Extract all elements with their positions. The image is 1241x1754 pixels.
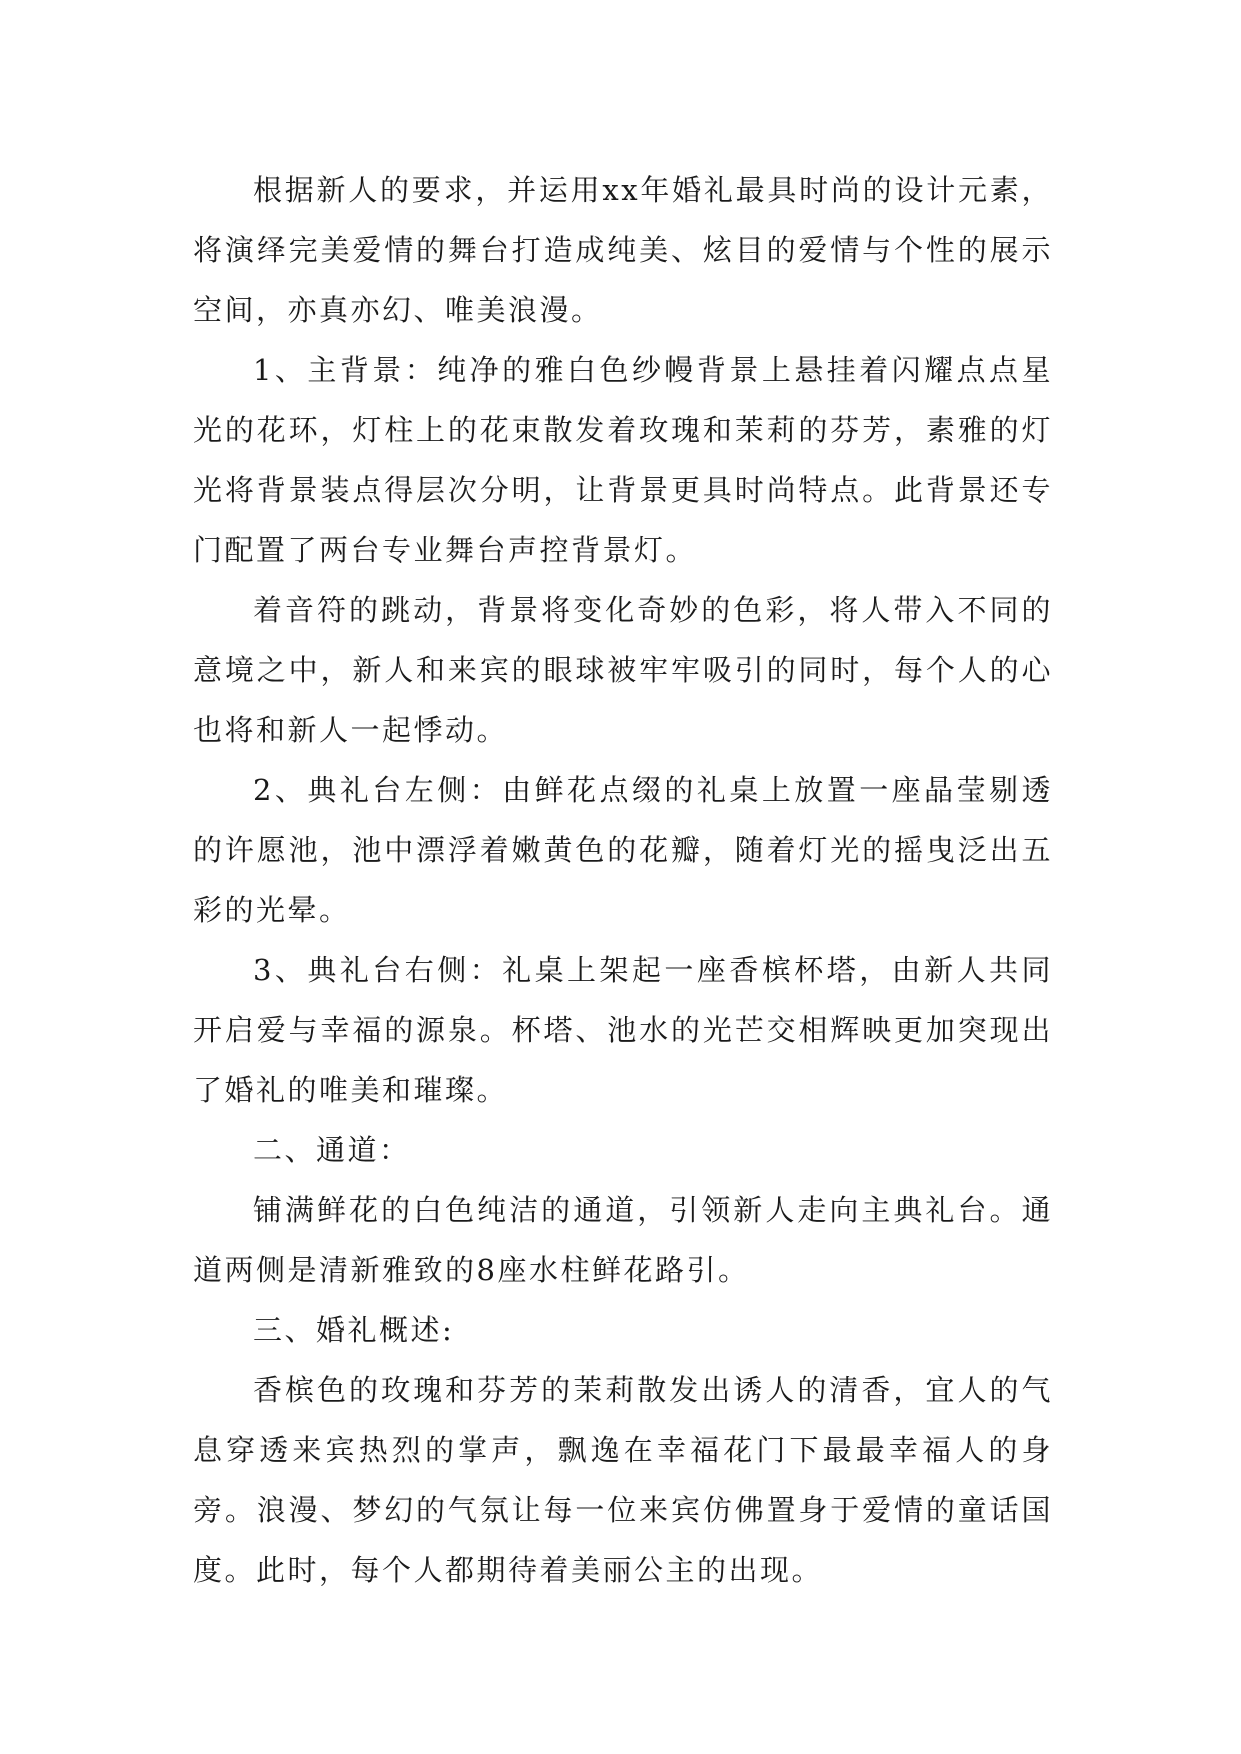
document-body: [193, 160, 1053, 1600]
paragraph-aisle: 铺满鲜花的白色纯洁的通道，引领新人走向主典礼台。通道两侧是清新雅致的8座水柱鲜花路引。: [193, 1193, 1053, 1287]
paragraph-main-background: 1、主背景：纯净的雅白色纱幔背景上悬挂着闪耀点点星光的花环，灯柱上的花束散发着玫瑰和茉莉的芬芳，素雅的灯光将背景装点得层次分明，让背景更具时尚特点。此背景还专门配置了两台专业舞台声控背景灯。: [193, 353, 1053, 567]
paragraph-intro: 根据新人的要求，并运用xx年婚礼最具时尚的设计元素，将演绎完美爱情的舞台打造成纯美、炫目的爱情与个性的展示空间，亦真亦幻、唯美浪漫。: [193, 173, 1053, 327]
paragraph-stage-right: 3、典礼台右侧：礼桌上架起一座香槟杯塔，由新人共同开启爱与幸福的源泉。杯塔、池水的光芒交相辉映更加突现出了婚礼的唯美和璀璨。: [193, 953, 1053, 1107]
paragraph-music-effect: 着音符的跳动，背景将变化奇妙的色彩，将人带入不同的意境之中，新人和来宾的眼球被牢牢吸引的同时，每个人的心也将和新人一起悸动。: [193, 593, 1053, 747]
paragraph-stage-left: 2、典礼台左侧：由鲜花点缀的礼桌上放置一座晶莹剔透的许愿池，池中漂浮着嫩黄色的花瓣，随着灯光的摇曳泛出五彩的光晕。: [193, 773, 1053, 927]
section-heading-overview: 三、婚礼概述:: [253, 1313, 455, 1347]
section-heading-aisle: 二、通道：: [253, 1133, 411, 1167]
paragraph-overview: 香槟色的玫瑰和芬芳的茉莉散发出诱人的清香，宜人的气息穿透来宾热烈的掌声，飘逸在幸福花门下最最幸福人的身旁。浪漫、梦幻的气氛让每一位来宾仿佛置身于爱情的童话国度。此时，每个人都期待着美丽公主的出现。: [193, 1373, 1053, 1587]
